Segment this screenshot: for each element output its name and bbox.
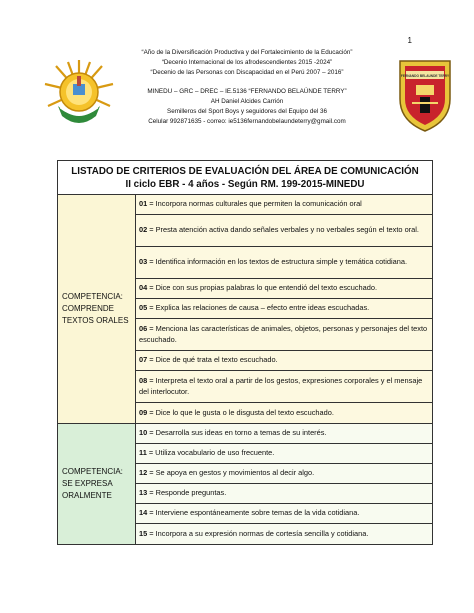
criterion-row [136,371,432,403]
criterion-number: 01 [139,199,148,209]
criterion-number: 02 [139,225,148,235]
institution-header [112,48,382,127]
criterion-row [136,319,432,351]
criterion-row [136,351,432,371]
criterion-text: = Dice lo que le gusta o le disgusta del texto escuchado. [149,407,334,417]
header-line: “Decenio de las Personas con Discapacidad en el Perú 2007 – 2016” [150,69,344,77]
criterion-number: 15 [139,528,148,538]
criteria-list [136,195,432,423]
criterion-number: 06 [139,324,148,333]
header-line: MINEDU – GRC – DREC – IE.5136 “FERNANDO BELAÚNDE TERRY” [147,87,347,95]
criterion-number: 08 [139,376,148,385]
criterion-text: = Dice de qué trata el texto escuchado. [149,355,278,365]
header-line: Celular 992871635 - correo: ie5136fernandobelaundeterry@gmail.com [148,118,346,126]
header-line: AH Daniel Alcides Carrión [210,97,284,105]
criterion-row [136,215,432,247]
competency-line: SE EXPRESA [62,479,113,488]
criterion-row [136,299,432,319]
criterion-number: 11 [139,448,147,458]
criterion-text: = Responde preguntas. [149,488,227,498]
criterion-text: = Interpreta el texto oral a partir de los gestos, expresiones corporales y el mensaje del interlocutor. [139,376,423,396]
criterion-text: = Incorpora a su expresión normas de cortesía sencilla y cotidiana. [149,528,369,538]
document-title [58,161,432,195]
criterion-text: = Interviene espontáneamente sobre temas de la vida cotidiana. [149,508,360,518]
competency-section [58,195,432,424]
criterion-text: = Explica las relaciones de causa – efecto entre ideas escuchadas. [149,303,370,313]
criterion-row [136,444,432,464]
criterion-row [136,279,432,299]
criterion-number: 03 [139,257,148,267]
competency-label [58,195,136,423]
criterion-number: 14 [139,508,148,518]
header-line: “Año de la Diversificación Productiva y del Fortalecimiento de la Educación” [141,49,353,56]
criterion-row [136,484,432,504]
header-line: “Decenio Internacional de los afrodescendientes 2015 -2024” [161,59,333,67]
header-line: Semilleros del Sport Boys y seguidores del Equipo del 36 [167,108,327,116]
criterion-row [136,464,432,484]
school-emblem-logo [40,56,118,130]
title-line: LISTADO DE CRITERIOS DE EVALUACIÓN DEL ÁREA DE COMUNICACIÓN [71,166,419,177]
criterion-text: = Identifica información en los textos de estructura simple y temática cotidiana. [149,257,408,267]
criterion-row [136,247,432,279]
criterion-number: 09 [139,407,148,417]
criterion-text: = Dice con sus propias palabras lo que entendió del texto escuchado. [149,283,378,293]
competency-line: COMPRENDE [62,304,115,313]
criteria-list [136,424,432,544]
criterion-number: 05 [139,303,148,313]
criterion-number: 12 [139,468,148,478]
criterion-row [136,524,432,544]
sport-boys-crest-logo [396,55,454,133]
criterion-text: = Presta atención activa dando señales verbales y no verbales según el texto oral. [149,225,419,235]
competency-line: ORALMENTE [62,491,112,500]
criterion-text: = Menciona las características de animales, objetos, personas y personajes del texto escuchado. [139,324,428,344]
competency-label [58,424,136,544]
criterion-text: = Desarrolla sus ideas en torno a temas de su interés. [149,428,327,438]
criterion-row [136,195,432,215]
criteria-table [57,160,433,545]
criterion-row [136,504,432,524]
criterion-text: = Utiliza vocabulario de uso frecuente. [148,448,275,458]
criterion-row [136,403,432,423]
page-number: 1 [407,36,412,45]
competency-section [58,424,432,544]
criterion-number: 04 [139,283,148,293]
competency-line: TEXTOS ORALES [62,316,129,325]
criterion-number: 13 [139,488,148,498]
title-line: II ciclo EBR - 4 años - Según RM. 199-2015-MINEDU [125,179,365,190]
competency-line: COMPETENCIA: [62,292,123,301]
competency-line: COMPETENCIA: [62,467,123,476]
criterion-number: 10 [139,428,148,438]
criterion-number: 07 [139,355,148,365]
criterion-text: = Incorpora normas culturales que permiten la comunicación oral [149,199,362,209]
svg-text:FERNANDO BELAUNDE TERRY: FERNANDO BELAUNDE TERRY [400,74,450,78]
criterion-text: = Se apoya en gestos y movimientos al decir algo. [149,468,315,478]
criterion-row [136,424,432,444]
